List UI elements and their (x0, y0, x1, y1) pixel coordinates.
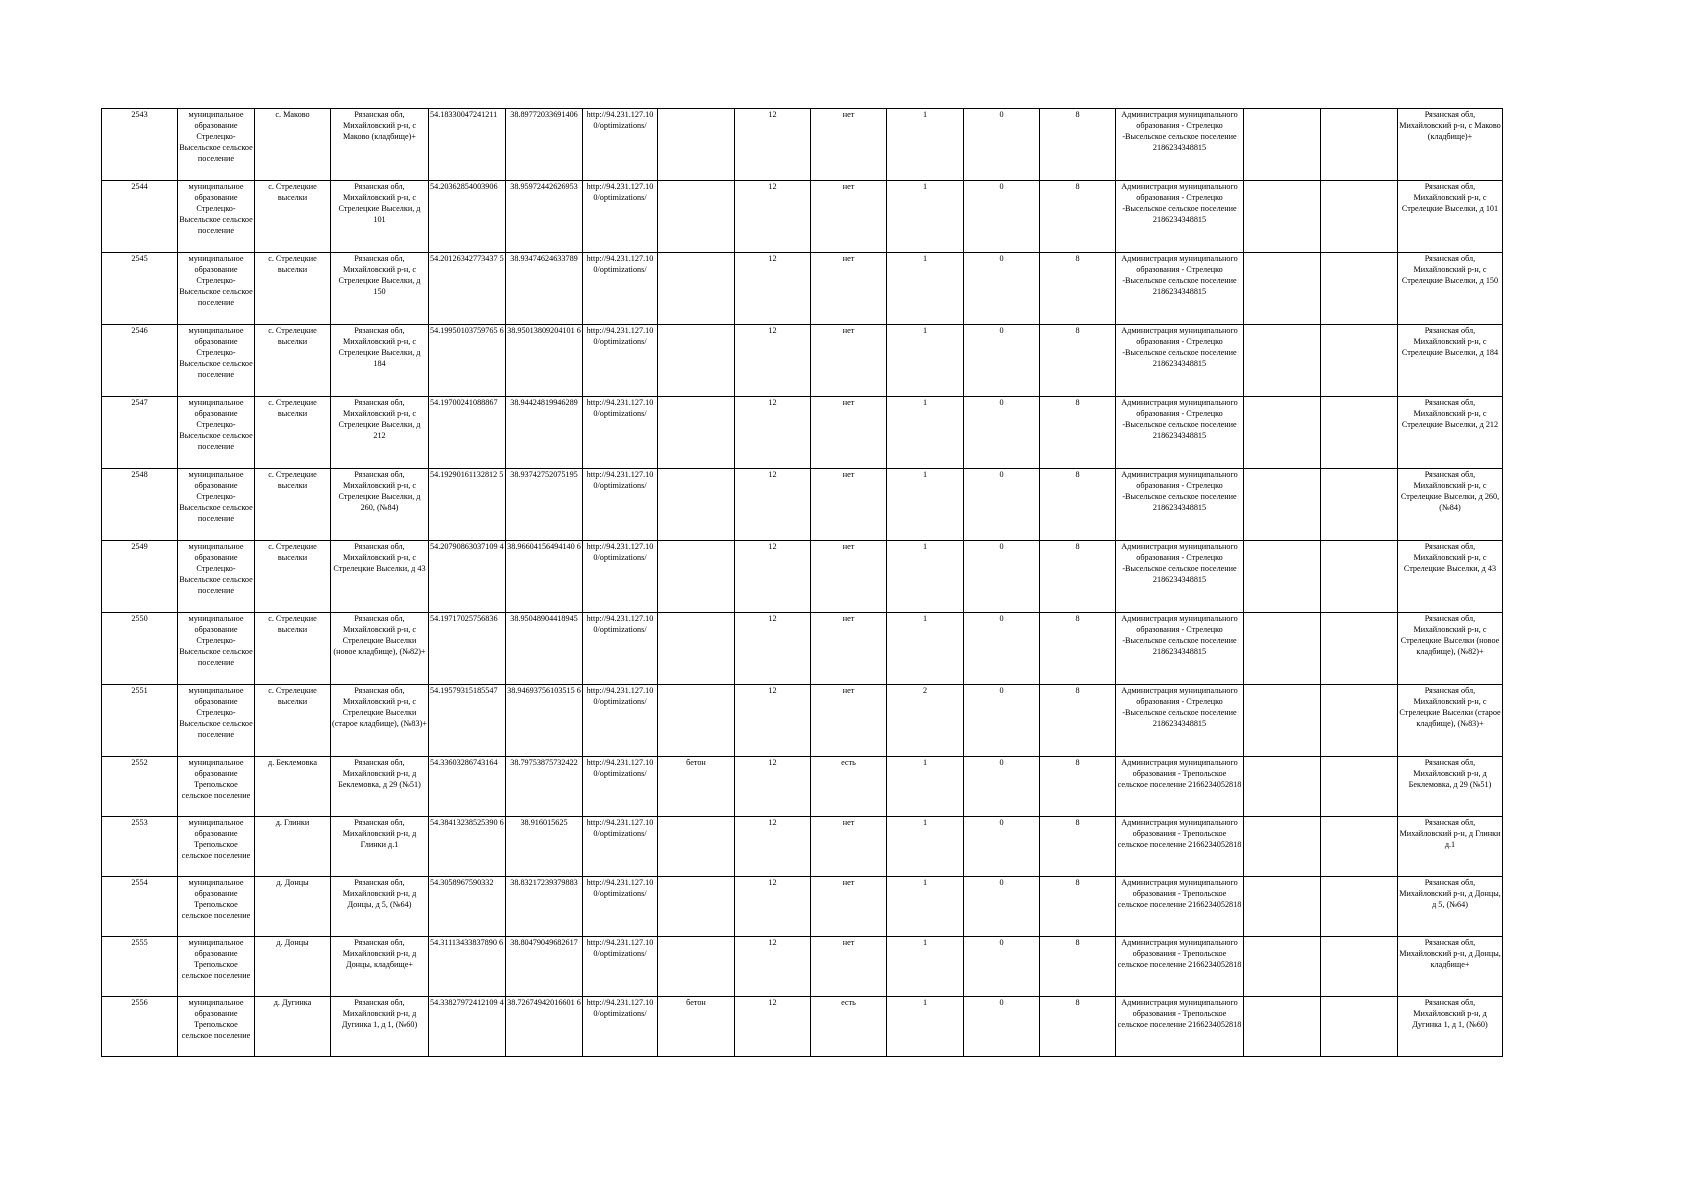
qty-b-cell: 0 (964, 469, 1040, 541)
table-row (102, 757, 1503, 817)
row-number-cell: 2543 (102, 109, 178, 181)
owner-cell: Администрация муниципального образования - Трепольское сельское поселение 2166234052818 (1116, 877, 1244, 937)
address-duplicate-cell: Рязанская обл, Михайловский р-н, с Маково (кладбище)+ (1398, 109, 1503, 181)
blank-cell (1321, 613, 1398, 685)
qty-b-cell: 0 (964, 253, 1040, 325)
longitude-cell: 38.89772033691406 (506, 109, 583, 181)
blank-cell (1321, 181, 1398, 253)
owner-cell: Администрация муниципального образования - Стрелецко -Высельское сельское поселение 2186234348815 (1116, 397, 1244, 469)
latitude-cell: 54.38413238525390 6 (429, 817, 506, 877)
surface-cell (658, 253, 735, 325)
longitude-cell: 38.83217239379883 (506, 877, 583, 937)
blank-cell (1321, 109, 1398, 181)
qty-c-cell: 8 (1040, 685, 1116, 757)
availability-cell: нет (811, 613, 887, 685)
address-duplicate-cell: Рязанская обл, Михайловский р-н, с Стрелецкие Выселки (старое кладбище), (№83)+ (1398, 685, 1503, 757)
longitude-cell: 38.72674942016601 6 (506, 997, 583, 1057)
latitude-cell: 54.19290161132812 5 (429, 469, 506, 541)
surface-cell (658, 613, 735, 685)
row-number-cell: 2545 (102, 253, 178, 325)
url-cell: http://94.231.127.10 0/optimizations/ (583, 997, 658, 1057)
municipality-cell: муниципальное образование Трепольское сельское поселение (178, 937, 255, 997)
count-cell: 12 (735, 469, 811, 541)
longitude-cell: 38.80479049682617 (506, 937, 583, 997)
latitude-cell: 54.19579315185547 (429, 685, 506, 757)
row-number-cell: 2546 (102, 325, 178, 397)
address-duplicate-cell: Рязанская обл, Михайловский р-н, с Стрелецкие Выселки, д 260, (№84) (1398, 469, 1503, 541)
url-cell: http://94.231.127.10 0/optimizations/ (583, 181, 658, 253)
qty-a-cell: 1 (887, 997, 964, 1057)
count-cell: 12 (735, 685, 811, 757)
count-cell: 12 (735, 397, 811, 469)
url-cell: http://94.231.127.10 0/optimizations/ (583, 469, 658, 541)
row-number-cell: 2552 (102, 757, 178, 817)
availability-cell: нет (811, 541, 887, 613)
address-cell: Рязанская обл, Михайловский р-н, с Стрелецкие Выселки, д 101 (331, 181, 429, 253)
url-cell: http://94.231.127.10 0/optimizations/ (583, 541, 658, 613)
qty-c-cell: 8 (1040, 937, 1116, 997)
surface-cell (658, 937, 735, 997)
address-cell: Рязанская обл, Михайловский р-н, с Стрелецкие Выселки, д 184 (331, 325, 429, 397)
municipality-cell: муниципальное образование Трепольское сельское поселение (178, 877, 255, 937)
blank-cell (1321, 877, 1398, 937)
count-cell: 12 (735, 541, 811, 613)
count-cell: 12 (735, 997, 811, 1057)
surface-cell: бетон (658, 757, 735, 817)
availability-cell: нет (811, 109, 887, 181)
qty-b-cell: 0 (964, 877, 1040, 937)
address-duplicate-cell: Рязанская обл, Михайловский р-н, с Стрелецкие Выселки (новое кладбище), (№82)+ (1398, 613, 1503, 685)
availability-cell: есть (811, 997, 887, 1057)
url-cell: http://94.231.127.10 0/optimizations/ (583, 877, 658, 937)
settlement-cell: д. Донцы (255, 877, 331, 937)
address-cell: Рязанская обл, Михайловский р-н, с Стрелецкие Выселки (старое кладбище), (№83)+ (331, 685, 429, 757)
count-cell: 12 (735, 817, 811, 877)
qty-b-cell: 0 (964, 817, 1040, 877)
blank-cell (1244, 877, 1321, 937)
latitude-cell: 54.18330047241211 (429, 109, 506, 181)
settlement-cell: д. Глинки (255, 817, 331, 877)
address-cell: Рязанская обл, Михайловский р-н, с Стрелецкие Выселки, д 260, (№84) (331, 469, 429, 541)
qty-b-cell: 0 (964, 181, 1040, 253)
settlement-cell: с. Стрелецкие выселки (255, 325, 331, 397)
owner-cell: Администрация муниципального образования - Стрелецко -Высельское сельское поселение 2186234348815 (1116, 613, 1244, 685)
blank-cell (1321, 997, 1398, 1057)
qty-c-cell: 8 (1040, 877, 1116, 937)
longitude-cell: 38.94424819946289 (506, 397, 583, 469)
availability-cell: нет (811, 817, 887, 877)
qty-c-cell: 8 (1040, 253, 1116, 325)
latitude-cell: 54.20362854003906 (429, 181, 506, 253)
owner-cell: Администрация муниципального образования - Трепольское сельское поселение 2166234052818 (1116, 817, 1244, 877)
url-cell: http://94.231.127.10 0/optimizations/ (583, 937, 658, 997)
municipality-cell: муниципальное образование Стрелецко-Высельское сельское поселение (178, 469, 255, 541)
qty-c-cell: 8 (1040, 109, 1116, 181)
municipality-cell: муниципальное образование Стрелецко-Высельское сельское поселение (178, 685, 255, 757)
row-number-cell: 2547 (102, 397, 178, 469)
count-cell: 12 (735, 937, 811, 997)
surface-cell (658, 469, 735, 541)
settlement-cell: д. Донцы (255, 937, 331, 997)
municipality-cell: муниципальное образование Стрелецко-Высельское сельское поселение (178, 541, 255, 613)
qty-a-cell: 1 (887, 817, 964, 877)
address-duplicate-cell: Рязанская обл, Михайловский р-н, с Стрелецкие Выселки, д 212 (1398, 397, 1503, 469)
qty-b-cell: 0 (964, 397, 1040, 469)
qty-c-cell: 8 (1040, 757, 1116, 817)
qty-c-cell: 8 (1040, 817, 1116, 877)
table-row (102, 817, 1503, 877)
latitude-cell: 54.33603286743164 (429, 757, 506, 817)
settlement-cell: с. Маково (255, 109, 331, 181)
table-row (102, 469, 1503, 541)
qty-a-cell: 2 (887, 685, 964, 757)
url-cell: http://94.231.127.10 0/optimizations/ (583, 817, 658, 877)
blank-cell (1321, 817, 1398, 877)
qty-c-cell: 8 (1040, 397, 1116, 469)
url-cell: http://94.231.127.10 0/optimizations/ (583, 613, 658, 685)
longitude-cell: 38.93474624633789 (506, 253, 583, 325)
url-cell: http://94.231.127.10 0/optimizations/ (583, 397, 658, 469)
blank-cell (1244, 397, 1321, 469)
latitude-cell: 54.20790863037109 4 (429, 541, 506, 613)
longitude-cell: 38.916015625 (506, 817, 583, 877)
address-duplicate-cell: Рязанская обл, Михайловский р-н, с Стрелецкие Выселки, д 184 (1398, 325, 1503, 397)
address-cell: Рязанская обл, Михайловский р-н, д Дугинка 1, д 1, (№60) (331, 997, 429, 1057)
count-cell: 12 (735, 181, 811, 253)
table-row (102, 937, 1503, 997)
settlement-cell: д. Дугинка (255, 997, 331, 1057)
blank-cell (1321, 685, 1398, 757)
address-cell: Рязанская обл, Михайловский р-н, с Стрелецкие Выселки, д 212 (331, 397, 429, 469)
qty-a-cell: 1 (887, 253, 964, 325)
blank-cell (1244, 325, 1321, 397)
row-number-cell: 2554 (102, 877, 178, 937)
qty-a-cell: 1 (887, 181, 964, 253)
owner-cell: Администрация муниципального образования - Стрелецко -Высельское сельское поселение 2186234348815 (1116, 685, 1244, 757)
count-cell: 12 (735, 109, 811, 181)
table-row (102, 613, 1503, 685)
blank-cell (1321, 469, 1398, 541)
availability-cell: нет (811, 877, 887, 937)
address-cell: Рязанская обл, Михайловский р-н, д Беклемовка, д 29 (№51) (331, 757, 429, 817)
url-cell: http://94.231.127.10 0/optimizations/ (583, 109, 658, 181)
table-row (102, 997, 1503, 1057)
longitude-cell: 38.95013809204101 6 (506, 325, 583, 397)
settlement-cell: д. Беклемовка (255, 757, 331, 817)
blank-cell (1321, 397, 1398, 469)
latitude-cell: 54.20126342773437 5 (429, 253, 506, 325)
qty-b-cell: 0 (964, 109, 1040, 181)
blank-cell (1244, 817, 1321, 877)
qty-a-cell: 1 (887, 109, 964, 181)
blank-cell (1244, 109, 1321, 181)
settlement-cell: с. Стрелецкие выселки (255, 397, 331, 469)
qty-a-cell: 1 (887, 937, 964, 997)
blank-cell (1321, 937, 1398, 997)
surface-cell: бетон (658, 997, 735, 1057)
settlement-cell: с. Стрелецкие выселки (255, 613, 331, 685)
blank-cell (1244, 757, 1321, 817)
municipality-cell: муниципальное образование Стрелецко-Высельское сельское поселение (178, 397, 255, 469)
surface-cell (658, 325, 735, 397)
qty-c-cell: 8 (1040, 541, 1116, 613)
qty-c-cell: 8 (1040, 997, 1116, 1057)
count-cell: 12 (735, 877, 811, 937)
table-row (102, 181, 1503, 253)
qty-b-cell: 0 (964, 937, 1040, 997)
address-cell: Рязанская обл, Михайловский р-н, д Донцы, д 5, (№64) (331, 877, 429, 937)
blank-cell (1244, 613, 1321, 685)
qty-a-cell: 1 (887, 757, 964, 817)
availability-cell: есть (811, 757, 887, 817)
owner-cell: Администрация муниципального образования - Стрелецко -Высельское сельское поселение 2186234348815 (1116, 325, 1244, 397)
address-duplicate-cell: Рязанская обл, Михайловский р-н, д Глинки д.1 (1398, 817, 1503, 877)
row-number-cell: 2549 (102, 541, 178, 613)
owner-cell: Администрация муниципального образования - Стрелецко -Высельское сельское поселение 2186234348815 (1116, 469, 1244, 541)
surface-cell (658, 877, 735, 937)
row-number-cell: 2544 (102, 181, 178, 253)
surface-cell (658, 541, 735, 613)
qty-b-cell: 0 (964, 685, 1040, 757)
url-cell: http://94.231.127.10 0/optimizations/ (583, 325, 658, 397)
count-cell: 12 (735, 757, 811, 817)
latitude-cell: 54.19717025756836 (429, 613, 506, 685)
table-row (102, 685, 1503, 757)
settlement-cell: с. Стрелецкие выселки (255, 685, 331, 757)
surface-cell (658, 685, 735, 757)
table-row (102, 877, 1503, 937)
municipality-cell: муниципальное образование Стрелецко-Высельское сельское поселение (178, 181, 255, 253)
surface-cell (658, 109, 735, 181)
municipality-cell: муниципальное образование Стрелецко-Высельское сельское поселение (178, 253, 255, 325)
blank-cell (1244, 181, 1321, 253)
municipality-cell: муниципальное образование Стрелецко-Высельское сельское поселение (178, 325, 255, 397)
availability-cell: нет (811, 685, 887, 757)
settlement-cell: с. Стрелецкие выселки (255, 253, 331, 325)
qty-b-cell: 0 (964, 997, 1040, 1057)
settlement-cell: с. Стрелецкие выселки (255, 469, 331, 541)
count-cell: 12 (735, 253, 811, 325)
latitude-cell: 54.33827972412109 4 (429, 997, 506, 1057)
availability-cell: нет (811, 469, 887, 541)
longitude-cell: 38.79753875732422 (506, 757, 583, 817)
qty-b-cell: 0 (964, 541, 1040, 613)
surface-cell (658, 181, 735, 253)
settlement-cell: с. Стрелецкие выселки (255, 541, 331, 613)
blank-cell (1321, 253, 1398, 325)
qty-c-cell: 8 (1040, 181, 1116, 253)
municipality-cell: муниципальное образование Трепольское сельское поселение (178, 817, 255, 877)
qty-a-cell: 1 (887, 877, 964, 937)
table-row (102, 253, 1503, 325)
qty-b-cell: 0 (964, 757, 1040, 817)
longitude-cell: 38.93742752075195 (506, 469, 583, 541)
blank-cell (1244, 469, 1321, 541)
address-cell: Рязанская обл, Михайловский р-н, д Глинки д.1 (331, 817, 429, 877)
qty-a-cell: 1 (887, 541, 964, 613)
row-number-cell: 2556 (102, 997, 178, 1057)
blank-cell (1244, 685, 1321, 757)
blank-cell (1244, 541, 1321, 613)
address-duplicate-cell: Рязанская обл, Михайловский р-н, с Стрелецкие Выселки, д 101 (1398, 181, 1503, 253)
latitude-cell: 54.19700241088867 (429, 397, 506, 469)
address-duplicate-cell: Рязанская обл, Михайловский р-н, с Стрелецкие Выселки, д 150 (1398, 253, 1503, 325)
table-row (102, 325, 1503, 397)
qty-a-cell: 1 (887, 469, 964, 541)
url-cell: http://94.231.127.10 0/optimizations/ (583, 685, 658, 757)
address-cell: Рязанская обл, Михайловский р-н, с Стрелецкие Выселки (новое кладбище), (№82)+ (331, 613, 429, 685)
owner-cell: Администрация муниципального образования - Трепольское сельское поселение 2166234052818 (1116, 997, 1244, 1057)
address-cell: Рязанская обл, Михайловский р-н, д Донцы, кладбище+ (331, 937, 429, 997)
blank-cell (1321, 541, 1398, 613)
row-number-cell: 2553 (102, 817, 178, 877)
availability-cell: нет (811, 181, 887, 253)
url-cell: http://94.231.127.10 0/optimizations/ (583, 253, 658, 325)
address-duplicate-cell: Рязанская обл, Михайловский р-н, д Донцы, д 5, (№64) (1398, 877, 1503, 937)
url-cell: http://94.231.127.10 0/optimizations/ (583, 757, 658, 817)
address-cell: Рязанская обл, Михайловский р-н, с Стрелецкие Выселки, д 150 (331, 253, 429, 325)
municipality-cell: муниципальное образование Стрелецко-Высельское сельское поселение (178, 613, 255, 685)
qty-b-cell: 0 (964, 613, 1040, 685)
table-row (102, 109, 1503, 181)
address-duplicate-cell: Рязанская обл, Михайловский р-н, д Беклемовка, д 29 (№51) (1398, 757, 1503, 817)
blank-cell (1321, 325, 1398, 397)
row-number-cell: 2548 (102, 469, 178, 541)
availability-cell: нет (811, 325, 887, 397)
settlement-cell: с. Стрелецкие выселки (255, 181, 331, 253)
table-row (102, 397, 1503, 469)
address-cell: Рязанская обл, Михайловский р-н, с Стрелецкие Выселки, д 43 (331, 541, 429, 613)
longitude-cell: 38.95972442626953 (506, 181, 583, 253)
address-duplicate-cell: Рязанская обл, Михайловский р-н, д Донцы, кладбище+ (1398, 937, 1503, 997)
qty-a-cell: 1 (887, 397, 964, 469)
owner-cell: Администрация муниципального образования - Трепольское сельское поселение 2166234052818 (1116, 757, 1244, 817)
owner-cell: Администрация муниципального образования - Стрелецко -Высельское сельское поселение 2186234348815 (1116, 253, 1244, 325)
longitude-cell: 38.96604156494140 6 (506, 541, 583, 613)
owner-cell: Администрация муниципального образования - Стрелецко -Высельское сельское поселение 2186234348815 (1116, 109, 1244, 181)
availability-cell: нет (811, 397, 887, 469)
qty-a-cell: 1 (887, 613, 964, 685)
blank-cell (1321, 757, 1398, 817)
qty-a-cell: 1 (887, 325, 964, 397)
municipality-cell: муниципальное образование Трепольское сельское поселение (178, 757, 255, 817)
qty-c-cell: 8 (1040, 613, 1116, 685)
availability-cell: нет (811, 253, 887, 325)
longitude-cell: 38.94693756103515 6 (506, 685, 583, 757)
count-cell: 12 (735, 325, 811, 397)
owner-cell: Администрация муниципального образования - Стрелецко -Высельское сельское поселение 2186234348815 (1116, 181, 1244, 253)
qty-b-cell: 0 (964, 325, 1040, 397)
registry-table (101, 108, 1503, 1057)
municipality-cell: муниципальное образование Стрелецко-Высельское сельское поселение (178, 109, 255, 181)
longitude-cell: 38.95048904418945 (506, 613, 583, 685)
row-number-cell: 2551 (102, 685, 178, 757)
surface-cell (658, 397, 735, 469)
latitude-cell: 54.31113433837890 6 (429, 937, 506, 997)
table-body (102, 109, 1503, 1057)
latitude-cell: 54.3058967590332 (429, 877, 506, 937)
surface-cell (658, 817, 735, 877)
table-row (102, 541, 1503, 613)
latitude-cell: 54.19950103759765 6 (429, 325, 506, 397)
qty-c-cell: 8 (1040, 325, 1116, 397)
availability-cell: нет (811, 937, 887, 997)
count-cell: 12 (735, 613, 811, 685)
address-duplicate-cell: Рязанская обл, Михайловский р-н, с Стрелецкие Выселки, д 43 (1398, 541, 1503, 613)
row-number-cell: 2555 (102, 937, 178, 997)
address-duplicate-cell: Рязанская обл, Михайловский р-н, д Дугинка 1, д 1, (№60) (1398, 997, 1503, 1057)
owner-cell: Администрация муниципального образования - Трепольское сельское поселение 2166234052818 (1116, 937, 1244, 997)
owner-cell: Администрация муниципального образования - Стрелецко -Высельское сельское поселение 2186234348815 (1116, 541, 1244, 613)
blank-cell (1244, 997, 1321, 1057)
row-number-cell: 2550 (102, 613, 178, 685)
qty-c-cell: 8 (1040, 469, 1116, 541)
municipality-cell: муниципальное образование Трепольское сельское поселение (178, 997, 255, 1057)
address-cell: Рязанская обл, Михайловский р-н, с Маково (кладбище)+ (331, 109, 429, 181)
blank-cell (1244, 937, 1321, 997)
blank-cell (1244, 253, 1321, 325)
